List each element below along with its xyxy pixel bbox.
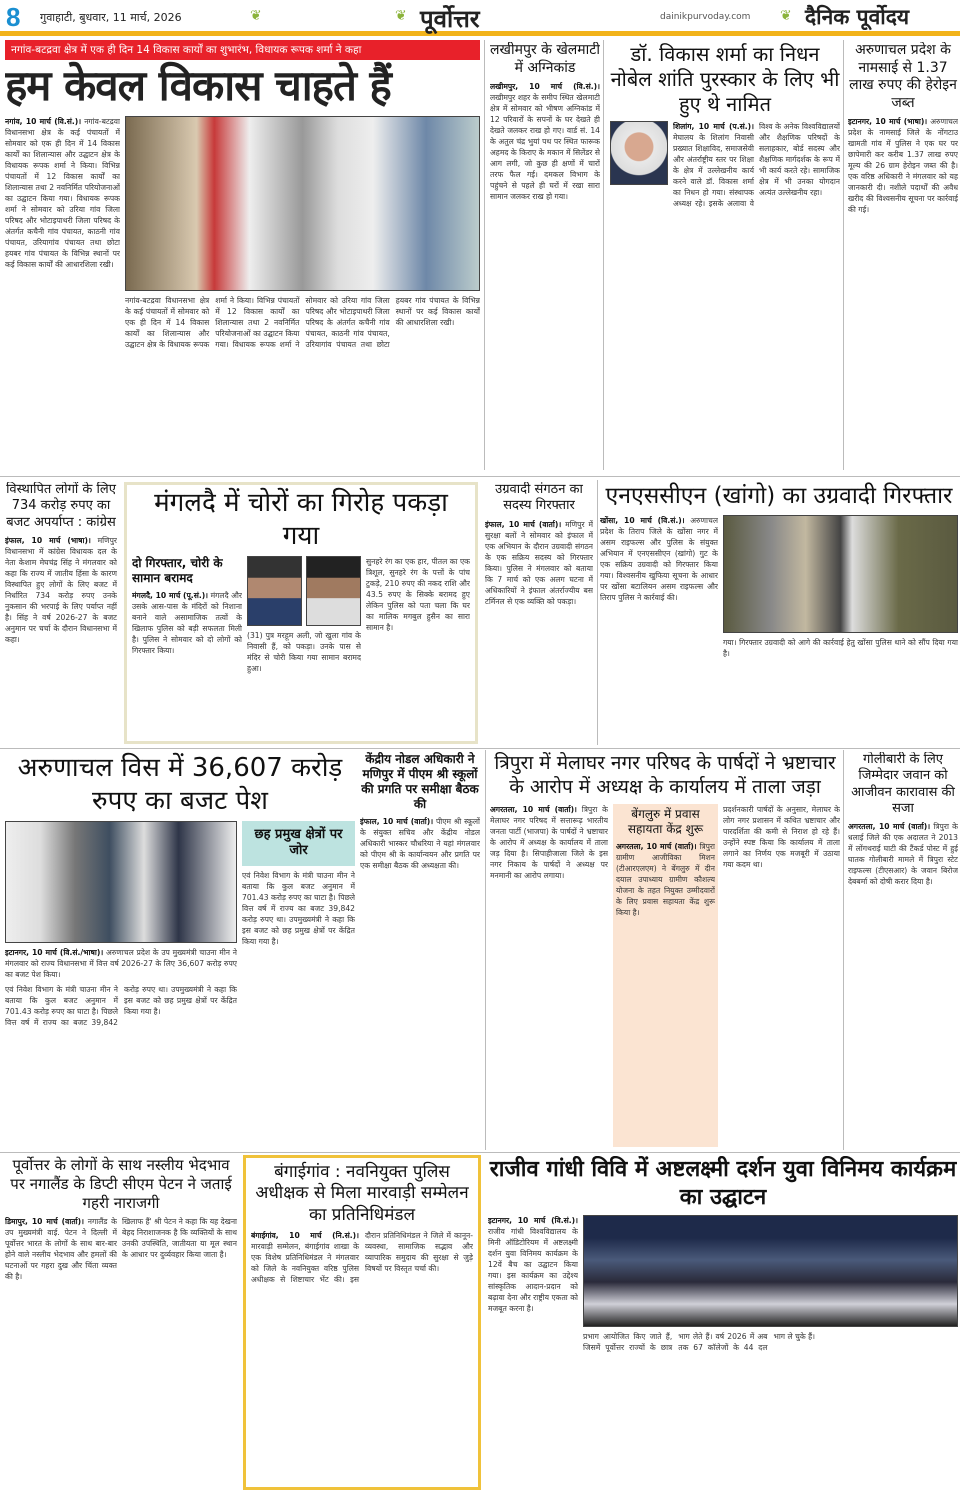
pmshri-story [360,752,480,1147]
nscn-body-2: गया। गिरफ्तार उग्रवादी को आगे की कार्रवाई हेतु खोंसा पुलिस थाने को सौंप दिया गया है। [723,637,958,658]
dateline: इंफाल, 10 मार्च (भाषा)। [5,535,91,545]
mangaldai-body [132,590,242,739]
article-text: राजीव गांधी विश्वविद्यालय के मिनी ऑडिटोरियम में अष्टलक्ष्मी दर्शन युवा विनिमय कार्यक्रम के 12वें बैच का उद्घाटन किया गया। इस कार्यक्रम का उद्देश्य सांस्कृतिक आदान-प्रदान को बढ़ावा देना और राष्ट्रीय एकता को मजबूत करना है। [488,1227,578,1313]
dateline: इंफाल, 10 मार्च (वार्ता)। [485,519,562,529]
vikas-photo [610,121,668,185]
tripura-story [490,752,840,1147]
dateline: डिमापुर, 10 मार्च (वार्ता)। [5,1217,84,1227]
nagaland-headline: पूर्वोत्तर के लोगों के साथ नस्लीय भेदभाव पर नगालैंड के डिप्टी सीएम पेटन ने जताई गहरी नाराजगी [10,1156,232,1212]
heroin-story [848,42,958,470]
article-text: मणिपुर विधानसभा में कांग्रेस विधायक दल के नेता केशाम मेघचंद्र सिंह ने मंगलवार को कहा कि राज्य में जातीय हिंसा के कारण विस्थापित हुए लोगों के लिए बजट में निर्धारित 734 करोड़ रुपए उनके नुकसान की भरपाई के लिए पर्याप्त नहीं है। सिंह ने वर्ष 2026-27 के बजट अनुमान पर चर्चा के दौरान विधानसभा में कहा। [5,535,117,644]
dateline: लखीमपुर, 10 मार्च (वि.सं.)। [490,82,600,91]
displaced-headline: विस्थापित लोगों के लिए 734 करोड़ रुपए का बजट अपर्याप्त : कांग्रेस [6,482,116,530]
nscn-body [600,515,718,745]
dateline: इटानगर, 10 मार्च (वि.सं./भाषा)। [5,948,104,957]
leaf-icon: ❦ [395,8,407,24]
budget-headline: अरुणाचल विस में 36,607 करोड़ रुपए का बजट पेश [17,753,343,816]
article-text: नगालैंड के उप मुख्यमंत्री वाई. पेटन ने दिल्ली में पूर्वोत्तर भारत के लोगों के साथ बार-बार होने वाले नस्लीय भेदभाव और हमलों की घटनाओं पर गहरा दुख और चिंता व्यक्त की है। [5,1217,117,1282]
firing-headline: गोलीबारी के लिए जिम्मेदार जवान को आजीवन कारावास की सजा [851,752,955,816]
bongaigaon-headline: बंगाईगांव : नवनियुक्त पुलिस अधीक्षक से मिला मारवाड़ी सम्मेलन का प्रतिनिधिमंडल [255,1162,469,1225]
bengaluru-headline: बेंगलुरु में प्रवास सहायता केंद्र शुरू [627,806,704,836]
section-title: पूर्वोत्तर [420,4,480,33]
article-text: त्रिपुरा ग्रामीण आजीविका मिशन (टीआरएलएम) ने बेंगलुरु में दीन दयाल उपाध्याय ग्रामीण कौशल्य योजना के तहत नियुक्त उम्मीदवारों के लिए प्रवास सहायता केंद्र शुरू किया है। [616,841,715,917]
rgu-body-2: प्रभाग आयोजित किए जाते हैं, जिसमें पूर्वोत्तर राज्यों के छात्र भाग लेते हैं। वर्ष 2026 में अब तक 67 कॉलेजों के 44 दल भाग ले चुके हैं। [583,1332,816,1352]
dateline: नगांव, 10 मार्च (वि.सं.)। [5,117,82,126]
vikas-headline: डॉ. विकास शर्मा का निधन नोबेल शांति पुरस्कार के लिए भी हुए थे नामित [610,42,840,116]
displaced-story [5,482,117,745]
website-link[interactable]: dainikpurvoday.com [660,12,751,22]
article-text: अरुणाचल प्रदेश के तिराप जिले के खोंसा नगर में असम राइफल्स और पुलिस के संयुक्त अभियान में एनएससीएन (खांगो) गुट के एक सक्रिय उग्रवादी को गिरफ्तार किया गया। विश्वसनीय खुफिया सूचना के आधार पर खोंसा बटालियन असम राइफल्स और तिराप पुलिस ने कार्रवाई की। [600,515,718,602]
budget-photo [5,821,237,943]
lakhimpur-body [490,81,600,470]
bengaluru-box [613,804,718,1148]
rgu-headline: राजीव गांधी विवि में अष्टलक्ष्मी दर्शन युवा विनिमय कार्यक्रम का उद्घाटन [489,1157,957,1210]
dateline: अगरतला, 10 मार्च (वार्ता)। [616,841,697,851]
article-text: त्रिपुरा के मेलाघर नगर परिषद में सत्तारूढ़ भारतीय जनता पार्टी (भाजपा) के पार्षदों ने भ्रष्टाचार के आरोप में अध्यक्ष के कार्यालय में ताला जड़ दिया है। सिपाहीजाला जिले के इस नगर निकाय के पार्षदों ने अध्यक्ष पर मनमानी का आरोप लगाया। [490,804,608,880]
article-text: त्रिपुरा के धलाई जिले की एक अदालत ने 2013 में लोंगथराई घाटी की टैंकर्ड पोस्ट में हुई घातक गोलीबारी मामले में त्रिपुरा स्टेट राइफल्स (टीएसआर) के जवान बिरोज देबबर्मा को दोषी करार दिया है। [848,822,958,886]
budget-box: छह प्रमुख क्षेत्रों पर जोर [242,821,355,866]
article-text: पीएम श्री स्कूलों के संयुक्त सचिव और केंद्रीय नोडल अधिकारी भास्कर चौधरिया ने यहां मंगलवार को पीएम श्री के कार्यान्वयन और प्रगति पर एक समीक्षा बैठक की अध्यक्षता की। [360,817,480,870]
dateline: इटानगर, 10 मार्च (भाषा)। [848,117,928,126]
article-text: मारवाड़ी सम्मेलन, बंगाईगांव शाखा के एक विशेष प्रतिनिधिमंडल ने मंगलवार को जिले के नवनियुक्त वरिष्ठ पुलिस अधीक्षक से शिष्टाचार भेंट की। इस दौरान प्रतिनिधिमंडल ने जिले में कानून-व्यवस्था, सामाजिक सद्भाव और व्यापारिक समुदाय की सुरक्षा से जुड़े विषयों पर विस्तृत चर्चा की। [251,1230,473,1284]
leaf-icon: ❦ [250,8,262,24]
page-number: 8 [6,2,21,32]
accused-photo [247,556,302,626]
lead-banner: नगांव-बटद्रवा क्षेत्र में एक ही दिन 14 विकास कार्यों का शुभारंभ, विधायक रूपक शर्मा ने कहा [5,40,480,60]
rgu-body [488,1215,578,1489]
militant-headline: उग्रवादी संगठन का सदस्य गिरफ्तार [495,482,583,514]
lead-headline: हम केवल विकास चाहते हैं [5,61,391,110]
dateline: खोंसा, 10 मार्च (वि.सं.)। [600,515,685,525]
dateline: मंगलदै, 10 मार्च (पू.सं.)। [132,591,209,600]
pmshri-headline: केंद्रीय नोडल अधिकारी ने मणिपुर में पीएम श्री स्कूलों की प्रगति पर समीक्षा बैठक की [361,752,479,811]
article-text: अरुणाचल प्रदेश के नामसाई जिले के नोंगटाउ खामती गांव में पुलिस ने एक घर पर छापेमारी कर करीब 1.37 लाख रुपए मूल्य की 26 ग्राम हेरोइन जब्त की है। एक वरिष्ठ अधिकारी ने मंगलवार को यह जानकारी दी। नशीले पदार्थों की अवैध खरीद की विश्वसनीय सूचना पर कार्रवाई की गई। [848,117,958,214]
date-line: गुवाहाटी, बुधवार, 11 मार्च, 2026 [40,11,182,24]
vikas-body [673,121,840,470]
rgu-story [488,1156,958,1489]
lead-story [5,40,480,472]
tripura-body-2: प्रदर्शनकारी पार्षदों के अनुसार, मेलाघर के लोग नगर प्रशासन में कथित भ्रष्टाचार और पारदर्शिता की कमी से निराश हो रहे हैं। उन्होंने स्पष्ट किया कि कार्यालय में ताला लगाने का निर्णय एक मजबूरी में उठाया गया कदम था। [723,804,840,869]
lakhimpur-headline: लखीमपुर के खेलमाटी में अग्निकांड [490,42,600,76]
nscn-photo [723,515,958,633]
masthead [0,0,960,36]
tripura-headline: त्रिपुरा में मेलाघर नगर परिषद के पार्षदों ने भ्रष्टाचार के आरोप में अध्यक्ष के कार्यालय में ताला जड़ा [494,752,836,798]
dateline: इंफाल, 10 मार्च (वार्ता)। [360,817,434,826]
tripura-body [490,804,608,1148]
article-text: नगांव-बटद्रवा विधानसभा क्षेत्र के कई पंचायतों में सोमवार को एक ही दिन में 14 विकास कार्यों का शिलान्यास और उद्घाटन क्षेत्र के विधायक रूपक शर्मा ने किया। विभिन्न पंचायतों में 12 विकास कार्यों का शिलान्यास तथा 2 नवनिर्मित परियोजनाओं का उद्घाटन किया गया। विधायक रूपक शर्मा ने सोमवार को उरिया गांव जिला परिषद और भोटाइपाथरी जिला परिषद के अंतर्गत कचैनी गांव पंचायत, काठनी गांव पंचायत, उरियागांव पंचायत तथा छोटा हयबर गांव पंचायत के विभिन्न स्थानों पर कई विकास कार्यों की आधारशिला रखी। [5,117,120,269]
article-text: मणिपुर में सुरक्षा बलों ने सोमवार को इंफाल में एक अभियान के दौरान उग्रवादी संगठन के एक सक्रिय सदस्य को गिरफ्तार किया। पुलिस ने मंगलवार को बताया कि 7 मार्च को एक अलग घटना में अधिकारियों ने इंफाल अंतर्राज्यीय बस टर्मिनल से एक व्यक्ति को पकड़ा। [485,519,593,606]
dateline: बंगाईगांव, 10 मार्च (नि.सं.)। [251,1230,359,1240]
lead-body-cont: नगांव-बटद्रवा विधानसभा क्षेत्र के कई पंचायतों में सोमवार को एक ही दिन में 14 विकास कार्यों का शिलान्यास और उद्घाटन क्षेत्र के विधायक रूपक शर्मा ने किया। विभिन्न पंचायतों में 12 विकास कार्यों का शिलान्यास तथा 2 नवनिर्मित परियोजनाओं का उद्घाटन किया गया। विधायक रूपक शर्मा ने सोमवार को उरिया गांव जिला परिषद और भोटाइपाथरी जिला परिषद के अंतर्गत कचैनी गांव पंचायत, काठनी गांव पंचायत, उरियागांव पंचायत तथा छोटा हयबर गांव पंचायत के विभिन्न स्थानों पर कई विकास कार्यों की आधारशिला रखी। [125,296,480,349]
article-text: मंगलदै और उसके आस-पास के मंदिरों को निशाना बनाने वाले असामाजिक तत्वों के खिलाफ पुलिस को बड़ी सफलता मिली है। पुलिस ने सोमवार को दो लोगों को गिरफ्तार किया। [132,591,242,655]
article-text: मेघालय के शिलांग निवासी प्रख्यात शिक्षाविद, समाजसेवी और अंतर्राष्ट्रीय स्तर पर शिक्षा के क्षेत्र में उल्लेखनीय कार्य करने वाले डॉ. विकास शर्मा का निधन हो गया। संस्थापक अध्यक्ष रहे। इसके अलावा वे विश्व के अनेक विश्वविद्यालयों और शैक्षणिक परिषदों के सलाहकार, बोर्ड सदस्य और शैक्षणिक मार्गदर्शक के रूप में भी कार्य करते रहे। सामाजिक क्षेत्र में भी उनका योगदान अत्यंत उल्लेखनीय रहा। [673,122,840,208]
lakhimpur-story [490,42,600,470]
heroin-body [848,116,958,470]
budget-story [5,752,355,1147]
mangaldai-body-2: (31) पुत्र मरहूम अली, जो खुला गांव के निवासी हैं, को पकड़ा। उनके पास से मंदिर से चोरी किया गया सामान बरामद हुआ। [247,631,361,673]
newspaper-logo: दैनिक पूर्वोदय [805,5,910,29]
article-text: लखीमपुर शहर के समीप स्थित खेलमाटी क्षेत्र में सोमवार को भीषण अग्निकांड में 12 परिवारों के सपनों के घर देखते ही देखते जलकर राख हो गए। वार्ड सं. 14 के अतुल चंद्र भुयां पथ पर स्थित फारूक अहमद के किराए के मकान में सिलेंडर से आग लगी, जो कुछ ही क्षणों में चारों तरफ फैल गई। दमकल विभाग के पहुंचने से पहले ही घरों में रखा सारा सामान जलकर राख हो गया। [490,93,600,201]
nscn-headline: एनएससीएन (खांगो) का उग्रवादी गिरफ्तार [605,483,953,509]
dateline: शिलांग, 10 मार्च (प.सं.)। [673,122,754,131]
mangaldai-headline: मंगलदै में चोरों का गिरोह पकड़ा गया [154,488,448,551]
caption-text: अरुणाचल प्रदेश के उप मुख्यमंत्री चाउना मीन ने मंगलवार को राज्य विधानसभा में वित्त वर्ष 2026-27 के लिए 36,607 करोड़ रुपए का बजट पेश किया। [5,948,237,979]
mangaldai-box [124,482,478,744]
firing-body [848,821,958,1147]
displaced-body [5,535,117,745]
nagaland-story [5,1156,237,1489]
bengaluru-body [616,841,715,918]
leaf-icon: ❦ [780,8,792,24]
militant-story [485,482,593,745]
militant-body [485,519,593,746]
firing-story [848,752,958,1147]
budget-body-cont: एवं निवेश विभाग के मंत्री चाउना मीन ने बताया कि कुल बजट अनुमान में 701.43 करोड़ रुपए का घाटा है। पिछले वित्त वर्ष में राज्य का बजट 39,842 करोड़ रुपए था। उपमुख्यमंत्री ने कहा कि इस बजट को छह प्रमुख क्षेत्रों पर केंद्रित किया गया है। [5,985,237,1027]
dateline: इटानगर, 10 मार्च (वि.सं.)। [488,1216,578,1225]
nagaland-body [5,1216,117,1489]
vikas-story [610,42,840,470]
bongaigaon-body [251,1230,473,1483]
mangaldai-subhead: दो गिरफ्तार, चोरी के सामान बरामद [132,556,223,585]
budget-caption [5,947,237,980]
lead-body [5,116,120,472]
dateline: अगरतला, 10 मार्च (वार्ता)। [848,822,931,831]
heroin-headline: अरुणाचल प्रदेश के नामसाई से 1.37 लाख रुपए की हेरोइन जब्त [849,42,957,111]
dateline: अगरतला, 10 मार्च (वार्ता)। [490,804,577,814]
rgu-photo [583,1215,958,1327]
pmshri-body [360,816,480,1147]
budget-body: एवं निवेश विभाग के मंत्री चाउना मीन ने बताया कि कुल बजट अनुमान में 701.43 करोड़ रुपए का घाटा है। पिछले वित्त वर्ष में राज्य का बजट 39,842 करोड़ रुपए था। उपमुख्यमंत्री ने कहा कि इस बजट को छह प्रमुख क्षेत्रों पर केंद्रित किया गया है। [242,870,355,946]
nscn-story [600,482,958,745]
bongaigaon-box [243,1155,481,1490]
accused-photo [306,556,361,626]
lead-photo [125,116,480,291]
nagaland-body-2: खिलाफ हैं' श्री पेटन ने कहा कि यह देखना बेहद निराशाजनक है कि व्यक्तियों के साथ उनकी उपस्थिति, जातीयता या मूल स्थान के आधार पर दुर्व्यवहार किया जाता है। [122,1217,237,1260]
mangaldai-body-3: सुनहरे रंग का एक हार, पीतल का एक त्रिशूल, सुनहरे रंग के पत्तों के पांच टुकड़े, 210 रुपए की नकद राशि और 43.5 रुपए के सिक्के बरामद हुए लेकिन पुलिस को पता चला कि घर का मालिक मगबुल हुसैन का सारा सामान है। [366,557,470,632]
